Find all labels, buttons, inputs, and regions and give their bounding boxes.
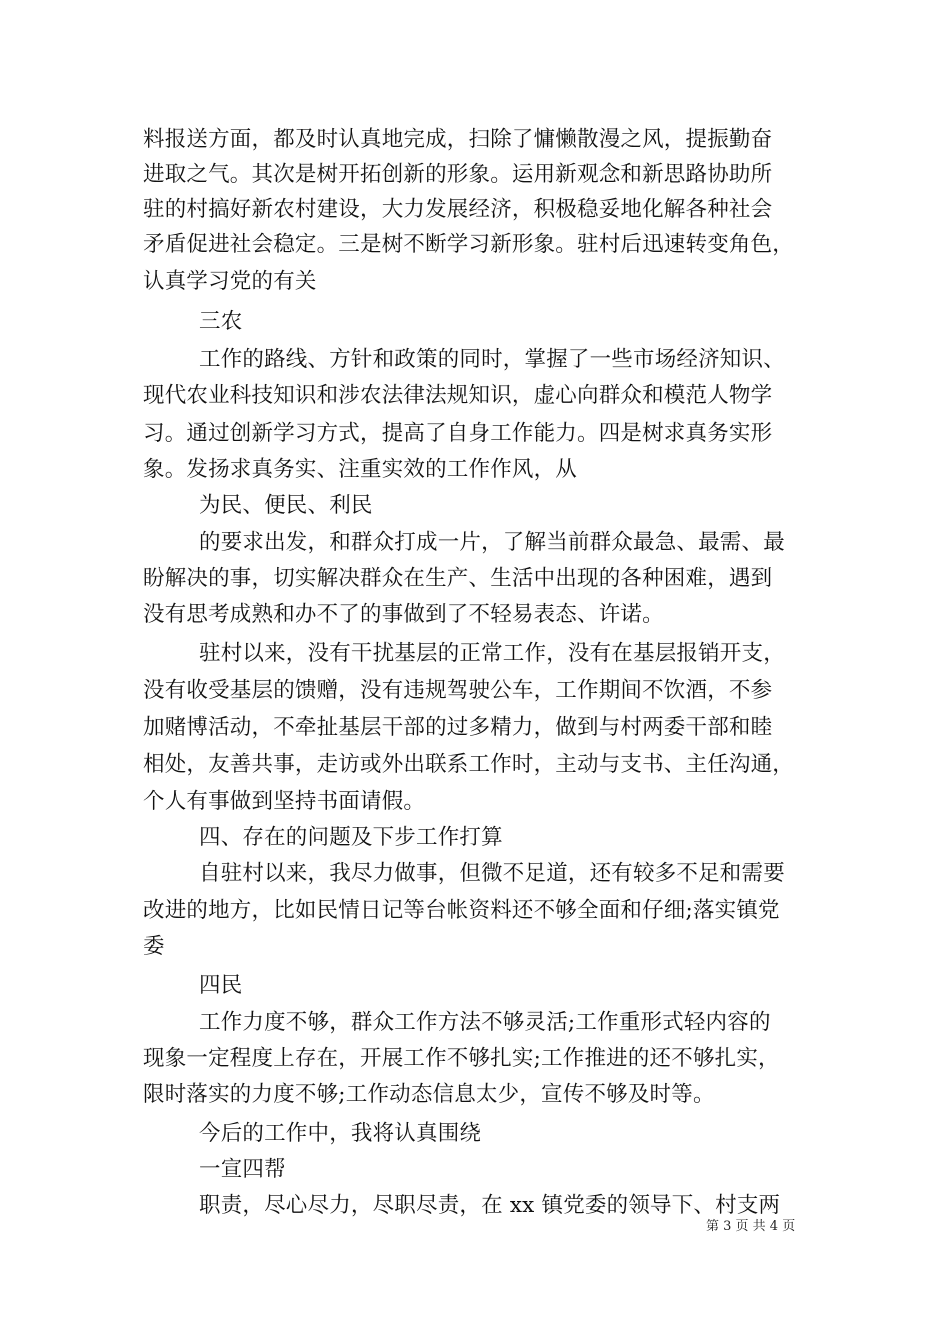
body-text-line: 个人有事做到坚持书面请假。 [143,789,426,814]
body-text-line: 自驻村以来，我尽力做事，但微不足道，还有较多不足和需要 [199,861,785,886]
quoted-term: 一宣四帮 [199,1157,286,1182]
body-text-line: 象。发扬求真务实、注重实效的工作作风，从 [143,457,578,482]
body-text-line: 今后的工作中，我将认真围绕 [199,1121,482,1146]
body-text-line: 习。通过创新学习方式，提高了自身工作能力。四是树求真务实形 [143,421,773,446]
body-text-line: 没有思考成熟和办不了的事做到了不轻易表态、许诺。 [143,602,664,627]
quoted-term: 为民、便民、利民 [199,493,373,518]
body-text-line: 工作的路线、方针和政策的同时，掌握了一些市场经济知识、 [199,347,785,372]
body-text-line: 限时落实的力度不够;工作动态信息太少，宣传不够及时等。 [143,1082,715,1107]
body-text-line: 料报送方面，都及时认真地完成，扫除了慵懒散漫之风，提振勤奋 [143,127,773,152]
body-text-line: 职责，尽心尽力，尽职尽责，在 xx 镇党委的领导下、村支两 [199,1193,781,1218]
body-text-line: 认真学习党的有关 [143,269,317,294]
body-text-line: 的要求出发，和群众打成一片，了解当前群众最急、最需、最 [199,530,785,555]
body-text-line: 加赌博活动，不牵扯基层干部的过多精力，做到与村两委干部和睦 [143,715,773,740]
body-text-line: 现象一定程度上存在，开展工作不够扎实;工作推进的还不够扎实， [143,1046,780,1071]
body-text-line: 进取之气。其次是树开拓创新的形象。运用新观念和新思路协助所 [143,162,773,187]
page-number-footer: 第 3 页 共 4 页 [706,1219,796,1234]
quoted-term: 三农 [199,309,243,334]
body-text-line: 委 [143,934,165,959]
body-text-line: 矛盾促进社会稳定。三是树不断学习新形象。驻村后迅速转变角色， [143,232,795,257]
body-text-line: 驻村以来，没有干扰基层的正常工作，没有在基层报销开支， [199,641,785,666]
body-text-line: 改进的地方，比如民情日记等台帐资料还不够全面和仔细;落实镇党 [143,898,780,923]
section-heading: 四、存在的问题及下步工作打算 [199,825,503,850]
quoted-term: 四民 [199,973,243,998]
body-text-line: 驻的村搞好新农村建设，大力发展经济，积极稳妥地化解各种社会 [143,197,773,222]
body-text-line: 相处，友善共事，走访或外出联系工作时，主动与支书、主任沟通， [143,752,795,777]
body-text-line: 现代农业科技知识和涉农法律法规知识，虚心向群众和模范人物学 [143,383,773,408]
body-text-line: 没有收受基层的馈赠，没有违规驾驶公车，工作期间不饮酒，不参 [143,678,773,703]
body-text-line: 盼解决的事，切实解决群众在生产、生活中出现的各种困难，遇到 [143,566,773,591]
body-text-line: 工作力度不够，群众工作方法不够灵活;工作重形式轻内容的 [199,1010,771,1035]
